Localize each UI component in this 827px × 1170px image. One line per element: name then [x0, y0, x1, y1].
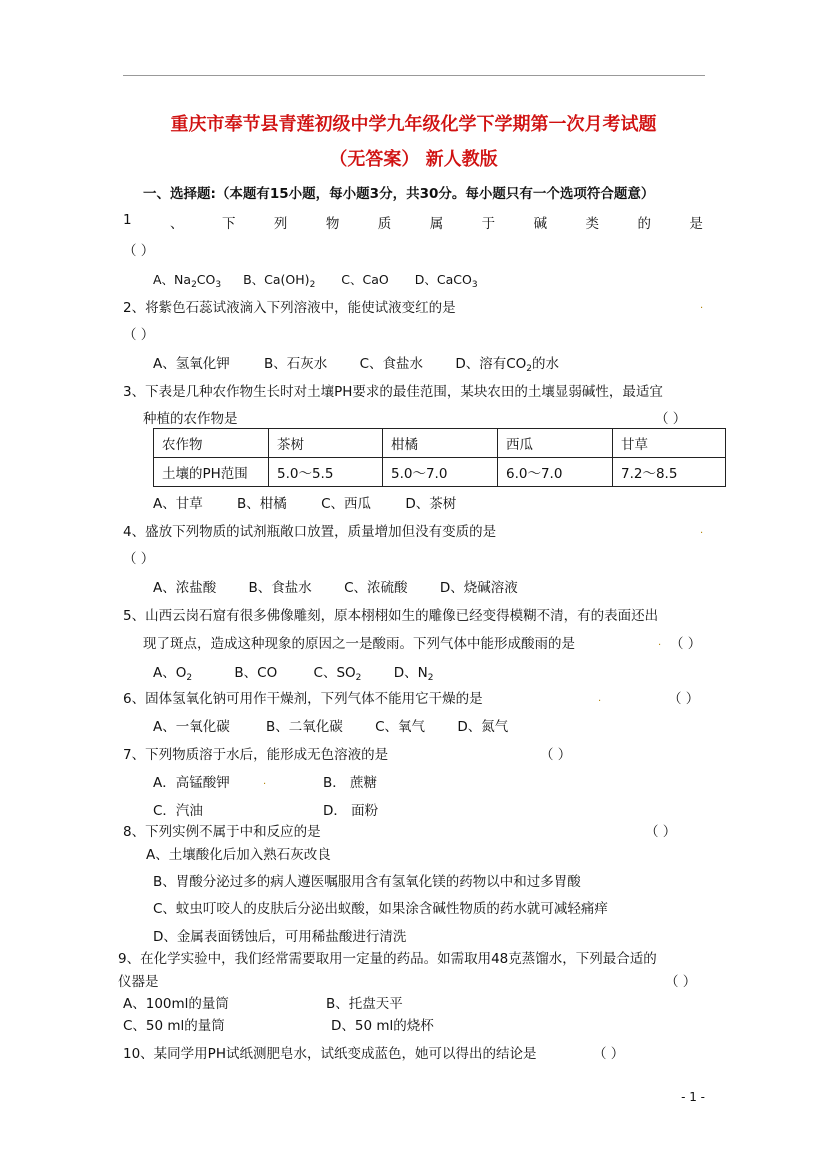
question-6-stem: 6、固体氢氧化钠可用作干燥剂，下列气体不能用它干燥的是 [123, 691, 483, 707]
answer-paren: （ ） [655, 411, 687, 427]
section-heading: 一、选择题:（本题有15小题，每小题3分，共30分。每小题只有一个选项符合题意） [143, 186, 655, 202]
option-a: A、浓盐酸 [153, 580, 217, 596]
table-row: 土壤的PH范围 5.0～5.5 5.0～7.0 6.0～7.0 7.2～8.5 [154, 458, 726, 487]
question-1-options [153, 270, 478, 290]
ph-range-table [153, 428, 726, 487]
option-a: A、$O_2$ [153, 665, 193, 683]
question-3-options [153, 492, 456, 512]
option-b: B、柑橘 [237, 496, 287, 512]
question-8-stem: 8、下列实例不属于中和反应的是 [123, 824, 321, 840]
question-2-stem: 2、将紫色石蕊试液滴入下列溶液中，能使试液变红的是 [123, 300, 456, 316]
option-b: B、二氧化碳 [266, 719, 343, 735]
answer-paren: （ ） [123, 243, 155, 259]
question-3-stem-cont: 种植的农作物是 [143, 411, 238, 427]
question-6-options [153, 715, 508, 735]
option-a: A、土壤酸化后加入熟石灰改良 [146, 847, 331, 863]
answer-paren: （ ） [670, 636, 702, 652]
option-c: C、$SO_2$ [313, 665, 362, 683]
option-d: D、$N_2$ [393, 665, 434, 683]
question-7-stem: 7、下列物质溶于水后，能形成无色溶液的是 [123, 747, 389, 763]
answer-paren: （ ） [123, 327, 155, 343]
option-b: B、胃酸分泌过多的病人遵医嘱服用含有氢氧化镁的药物以中和过多胃酸 [153, 874, 581, 890]
option-d: D、金属表面锈蚀后，可用稀盐酸进行清洗 [153, 929, 407, 945]
page-number: - 1 - [681, 1090, 705, 1104]
option-d: D、氮气 [457, 719, 509, 735]
option-b: B、$Ca(OH)_2$ [243, 272, 316, 290]
option-b: B． 蔗糖 [323, 775, 378, 791]
answer-paren: （ ） [593, 1046, 625, 1062]
header-rule [123, 75, 705, 76]
option-c: C、西瓜 [321, 496, 372, 512]
document-title: 重庆市奉节县青莲初级中学九年级化学下学期第一次月考试题 [170, 114, 657, 135]
option-d: D、CaCO$_3$ [414, 272, 478, 290]
option-a: A、$Na_2CO_3$ [153, 272, 222, 290]
option-d: D、50 ml的烧杯 [331, 1018, 434, 1034]
answer-paren: （ ） [540, 747, 572, 763]
option-d: D、烧碱溶液 [439, 580, 518, 596]
question-5-options [153, 661, 433, 683]
question-9-stem: 9、在化学实验中，我们经常需要取用一定量的药品。如需取用48克蒸馏水，下列最合适的 [118, 951, 657, 967]
option-b: B、石灰水 [264, 356, 328, 372]
option-a: A、100ml的量筒 [123, 996, 229, 1012]
question-10-stem: 10、某同学用PH试纸测肥皂水，试纸变成蓝色，她可以得出的结论是 [123, 1046, 537, 1062]
option-a: A、甘草 [153, 496, 203, 512]
option-b: B、CO [234, 665, 278, 681]
option-c: C、食盐水 [359, 356, 424, 372]
question-4-stem: 4、盛放下列物质的试剂瓶敞口放置，质量增加但没有变质的是 [123, 524, 497, 540]
option-b: B、食盐水 [248, 580, 312, 596]
option-d: D、茶树 [405, 496, 457, 512]
table-header-row: 农作物 茶树 柑橘 西瓜 甘草 [154, 429, 726, 458]
option-c: C．汽油 [153, 803, 203, 819]
option-c: C、50 ml的量筒 [123, 1018, 225, 1034]
question-3-stem: 3、下表是几种农作物生长时对土壤PH要求的最佳范围，某块农田的土壤显弱碱性，最适宜 [123, 384, 663, 400]
answer-paren: （ ） [668, 691, 700, 707]
question-1-stem: 1 、 下 列 物 质 属 于 碱 类 的 是 [123, 212, 703, 232]
answer-paren: （ ） [645, 824, 677, 840]
document-subtitle: （无答案） 新人教版 [329, 149, 498, 170]
question-5-stem: 5、山西云岗石窟有很多佛像雕刻，原本栩栩如生的雕像已经变得模糊不清，有的表面还出 [123, 608, 659, 624]
option-d: D、溶有$CO_2$的水 [455, 356, 560, 374]
option-c: C、氧气 [375, 719, 426, 735]
option-c: C、CaO [341, 272, 389, 287]
option-a: A、氢氧化钾 [153, 356, 230, 372]
option-a: A、一氧化碳 [153, 719, 230, 735]
option-c: C、浓硫酸 [344, 580, 408, 596]
question-2-options [153, 352, 559, 374]
option-c: C、蚊虫叮咬人的皮肤后分泌出蚁酸，如果涂含碱性物质的药水就可减轻痛痒 [153, 901, 608, 917]
question-9-stem-cont: 仪器是 [118, 974, 159, 990]
answer-paren: （ ） [123, 551, 155, 567]
option-d: D． 面粉 [323, 803, 379, 819]
answer-paren: （ ） [665, 974, 697, 990]
question-5-stem-cont: 现了斑点，造成这种现象的原因之一是酸雨。下列气体中能形成酸雨的是 [143, 636, 575, 652]
option-a: A．高锰酸钾 [153, 775, 230, 791]
option-b: B、托盘天平 [326, 996, 403, 1012]
question-4-options [153, 576, 518, 596]
